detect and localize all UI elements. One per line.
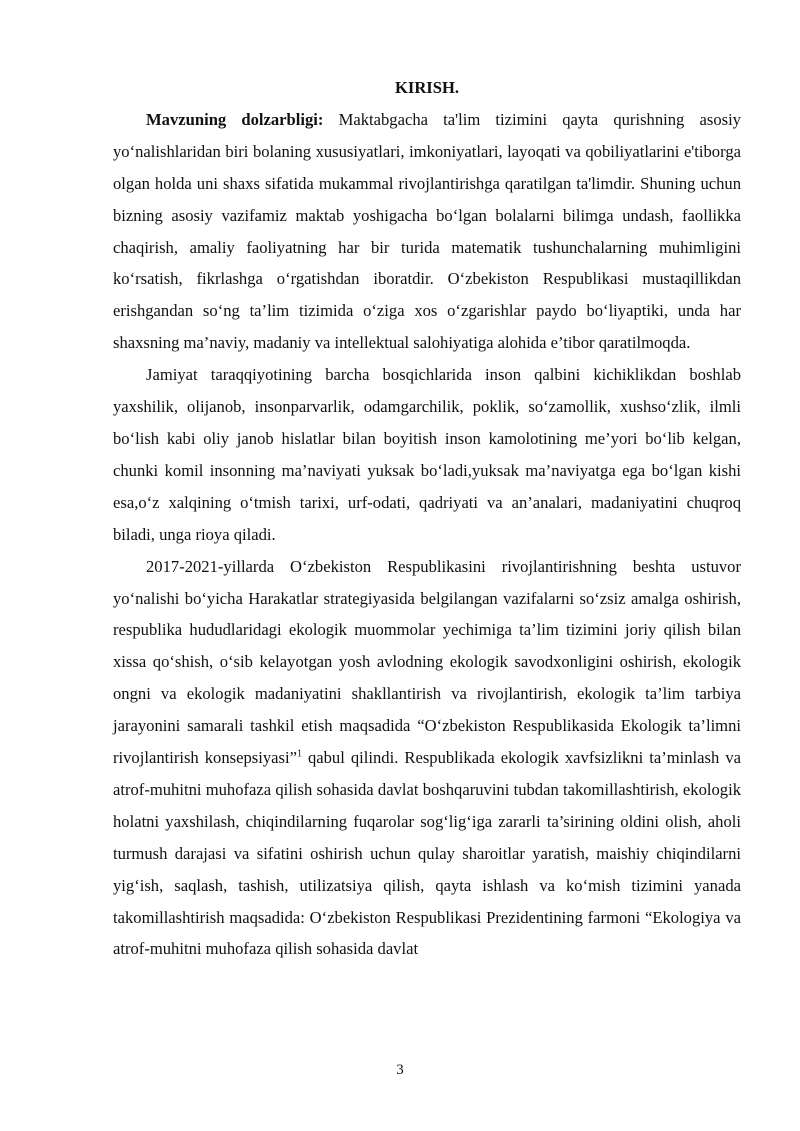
footnote-marker[interactable]: 1 [296,748,302,760]
section-title: KIRISH. [394,78,460,97]
paragraph-strategy [113,551,741,966]
paragraph-text-continued: qabul qilindi. Respublikada ekologik xavfsizlikni ta’minlash va atrof-muhitni muhofaza qilish sohasida davlat boshqaruvini tubdan takomillashtirish, ekologik holatni yaxshilash, chiqindilarning fuqarolar sog‘lig‘iga zararli ta’sirining oldini olish, aholi turmush darajasi va sifatini oshirish uchun qulay sharoitlar yaratish, maishiy chiqindilarni yig‘ish, saqlash, tashish, utilizatsiya qilish, qayta ishlash va ko‘mish tizimini yanada takomillashtirish maqsadida: O‘zbekiston Respublikasi Prezidentining farmoni “Ekologiya va atrof-muhitni muhofaza qilish sohasida davlat [113,748,741,959]
paragraph-society [113,359,741,550]
paragraph-text: Maktabgacha ta'lim tizimini qayta qurishning asosiy yo‘nalishlaridan biri bolaning xususiyatlari, imkoniyatlari, layoqati va qobiliyatlarini e'tiborga olgan holda uni shaxs sifatida mukammal rivojlantirishga qaratilgan ta'limdir. Shuning uchun bizning asosiy vazifamiz maktab yoshigacha bo‘lgan bolalarni bilimga undash, faollikka chaqirish, amaliy faoliyatning har bir turida matematik tushunchalarning muhimligini ko‘rsatish, fikrlashga o‘rgatishdan iboratdir. O‘zbekiston Respublikasi mustaqillikdan erishgandan so‘ng ta’lim tizimida o‘ziga xos o‘zgarishlar paydo bo‘liyaptiki, unda har shaxsning ma’naviy, madaniy va intellektual salohiyatiga alohida e’tibor qaratilmoqda. [113,109,741,353]
paragraph-text: Jamiyat taraqqiyotining barcha bosqichlarida inson qalbini kichiklikdan boshlab yaxshilik, olijanob, insonparvarlik, odamgarchilik, poklik, so‘zamollik, xushso‘zlik, ilmli bo‘lish kabi oliy janob hislatlar bilan boyitish inson kamolotining me’yori bo‘lib kelgan, chunki komil insonning ma’naviyati yuksak bo‘ladi,yuksak ma’naviyatga ega bo‘lgan kishi esa,o‘z xalqining o‘tmish tarixi, urf-odati, qadriyati va an’analari, madaniyatini chuqroq biladi, unga rioya qiladi. [113,365,741,544]
paragraph-relevance [113,104,741,359]
document-page [113,72,741,965]
page-number: 3 [396,1062,404,1078]
paragraph-lead-heading: Mavzuning dolzarbligi: [146,109,324,129]
paragraph-text: 2017-2021-yillarda O‘zbekiston Respublikasini rivojlantirishning beshta ustuvor yo‘nalishi bo‘yicha Harakatlar strategiyasida belgilangan vazifalarni so‘zsiz amalga oshirish, respublika hududlaridagi ekologik muommolar yechimiga ta’lim tizimini joriy qilish bilan xissa qo‘shish, o‘sib kelayotgan yosh avlodning ekologik savodxonligini oshirish, ekologik ongni va ekologik madaniyatini shakllantirish va rivojlantirish, ekologik ta’lim tarbiya jarayonini samarali tashkil etish maqsadida “O‘zbekiston Respublikasida Ekologik ta’limni rivojlantirish konsepsiyasi” [113,556,741,768]
